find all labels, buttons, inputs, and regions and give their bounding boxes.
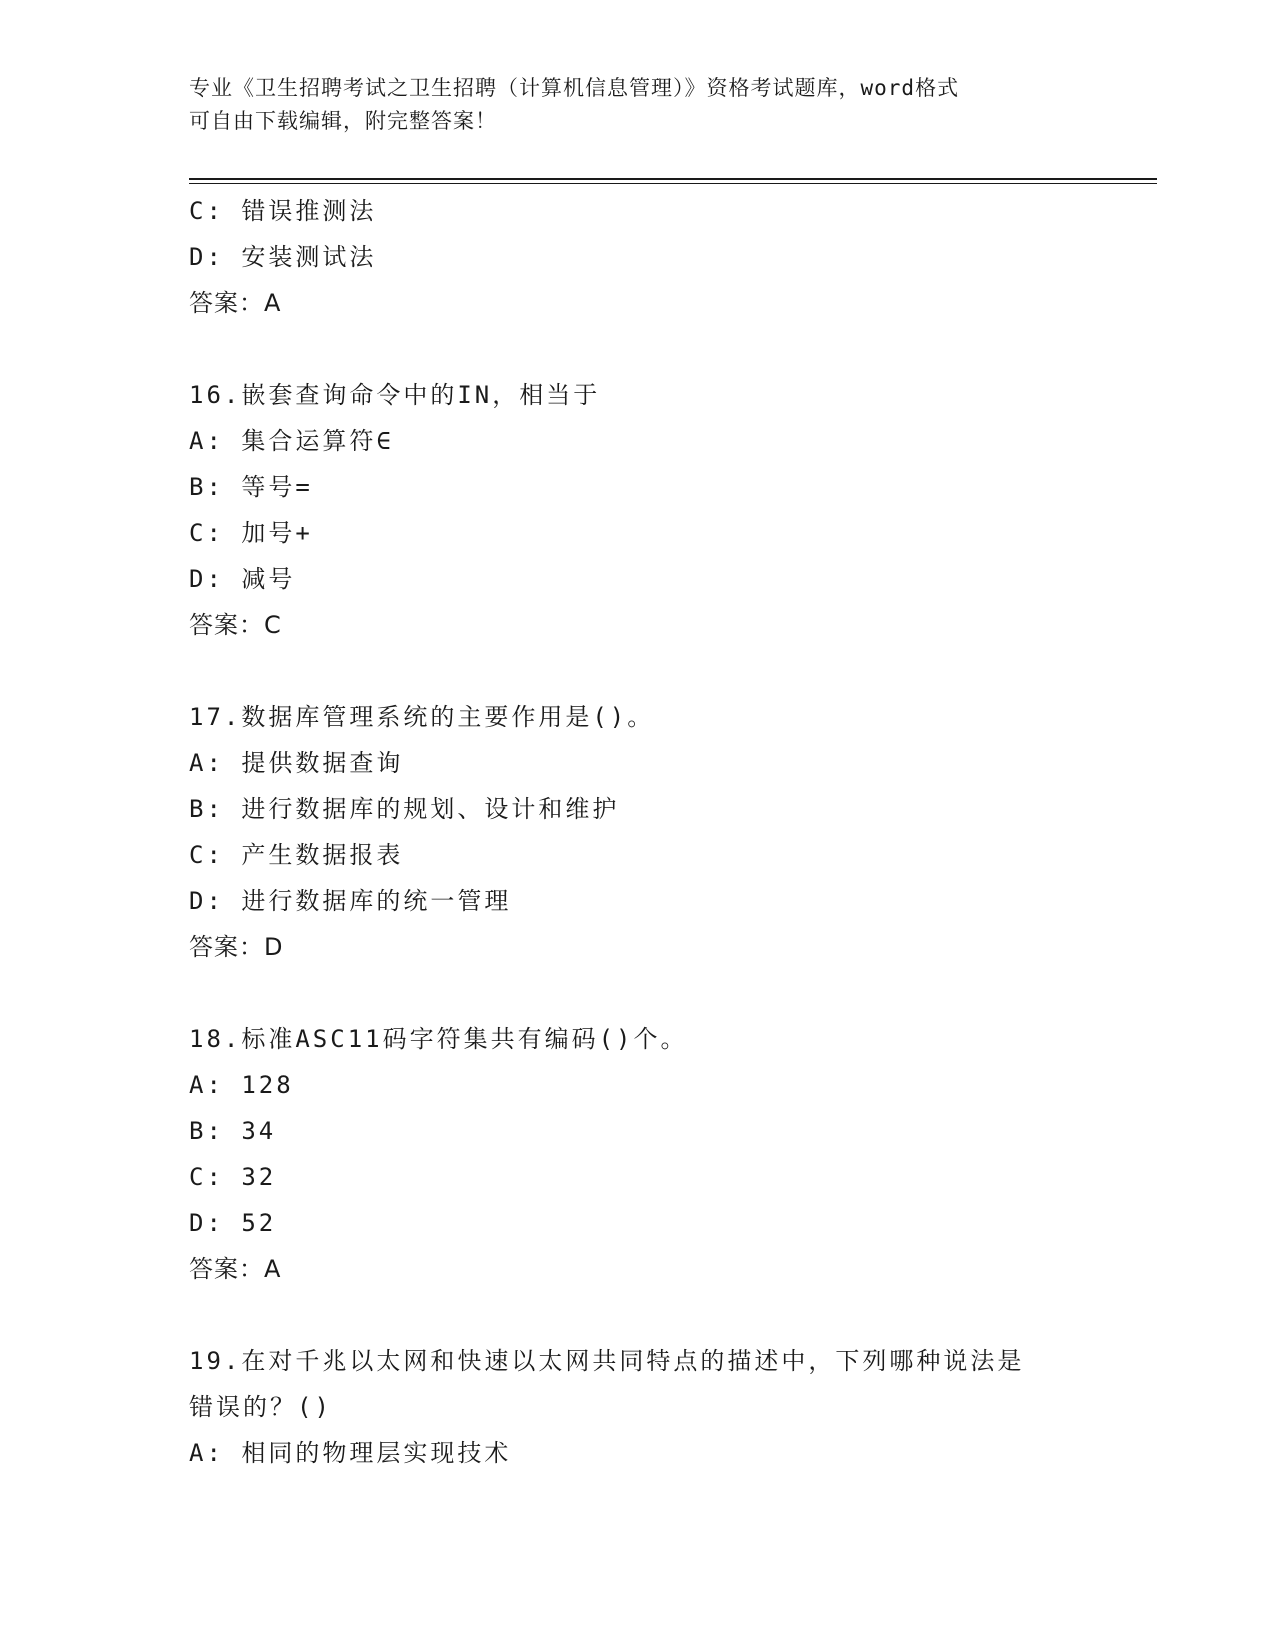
question-17: [189, 694, 1089, 970]
document-body: [189, 188, 1089, 1476]
answer-line: 答案：D: [189, 933, 284, 961]
option-a: A: 相同的物理层实现技术: [189, 1439, 512, 1467]
document-header: [189, 72, 1089, 138]
spacer: [189, 648, 1089, 694]
spacer: [189, 970, 1089, 1016]
previous-question-tail: [189, 188, 1089, 326]
header-divider-thick: [189, 178, 1157, 180]
spacer: [189, 1292, 1089, 1338]
option-c: C: 错误推测法: [189, 197, 377, 225]
option-d: D: 52: [189, 1209, 277, 1237]
answer-line: 答案：A: [189, 1255, 282, 1283]
option-b: B: 34: [189, 1117, 277, 1145]
option-c: C: 产生数据报表: [189, 841, 404, 869]
question-text: 18.标准ASC11码字符集共有编码()个。: [189, 1025, 688, 1053]
option-c: C: 32: [189, 1163, 277, 1191]
question-text-line-1: 19.在对千兆以太网和快速以太网共同特点的描述中，下列哪种说法是: [189, 1347, 1025, 1375]
option-d: D: 进行数据库的统一管理: [189, 887, 512, 915]
option-c: C: 加号+: [189, 519, 313, 547]
answer-line: 答案：C: [189, 611, 282, 639]
question-text: 17.数据库管理系统的主要作用是()。: [189, 703, 655, 731]
option-b: B: 进行数据库的规划、设计和维护: [189, 795, 620, 823]
header-line-2: 可自由下载编辑，附完整答案！: [189, 109, 497, 133]
question-text-line-2: 错误的？(): [189, 1393, 332, 1421]
header-line-1: 专业《卫生招聘考试之卫生招聘（计算机信息管理）》资格考试题库，word格式: [189, 76, 960, 100]
option-a: A: 128: [189, 1071, 294, 1099]
option-a: A: 集合运算符∈: [189, 427, 394, 455]
header-divider-thin: [189, 183, 1157, 184]
option-a: A: 提供数据查询: [189, 749, 404, 777]
answer-line: 答案：A: [189, 289, 282, 317]
spacer: [189, 326, 1089, 372]
question-19: [189, 1338, 1089, 1476]
option-d: D: 减号: [189, 565, 296, 593]
question-text: 16.嵌套查询命令中的IN，相当于: [189, 381, 601, 409]
option-d: D: 安装测试法: [189, 243, 377, 271]
question-16: [189, 372, 1089, 648]
option-b: B: 等号=: [189, 473, 313, 501]
question-18: [189, 1016, 1089, 1292]
